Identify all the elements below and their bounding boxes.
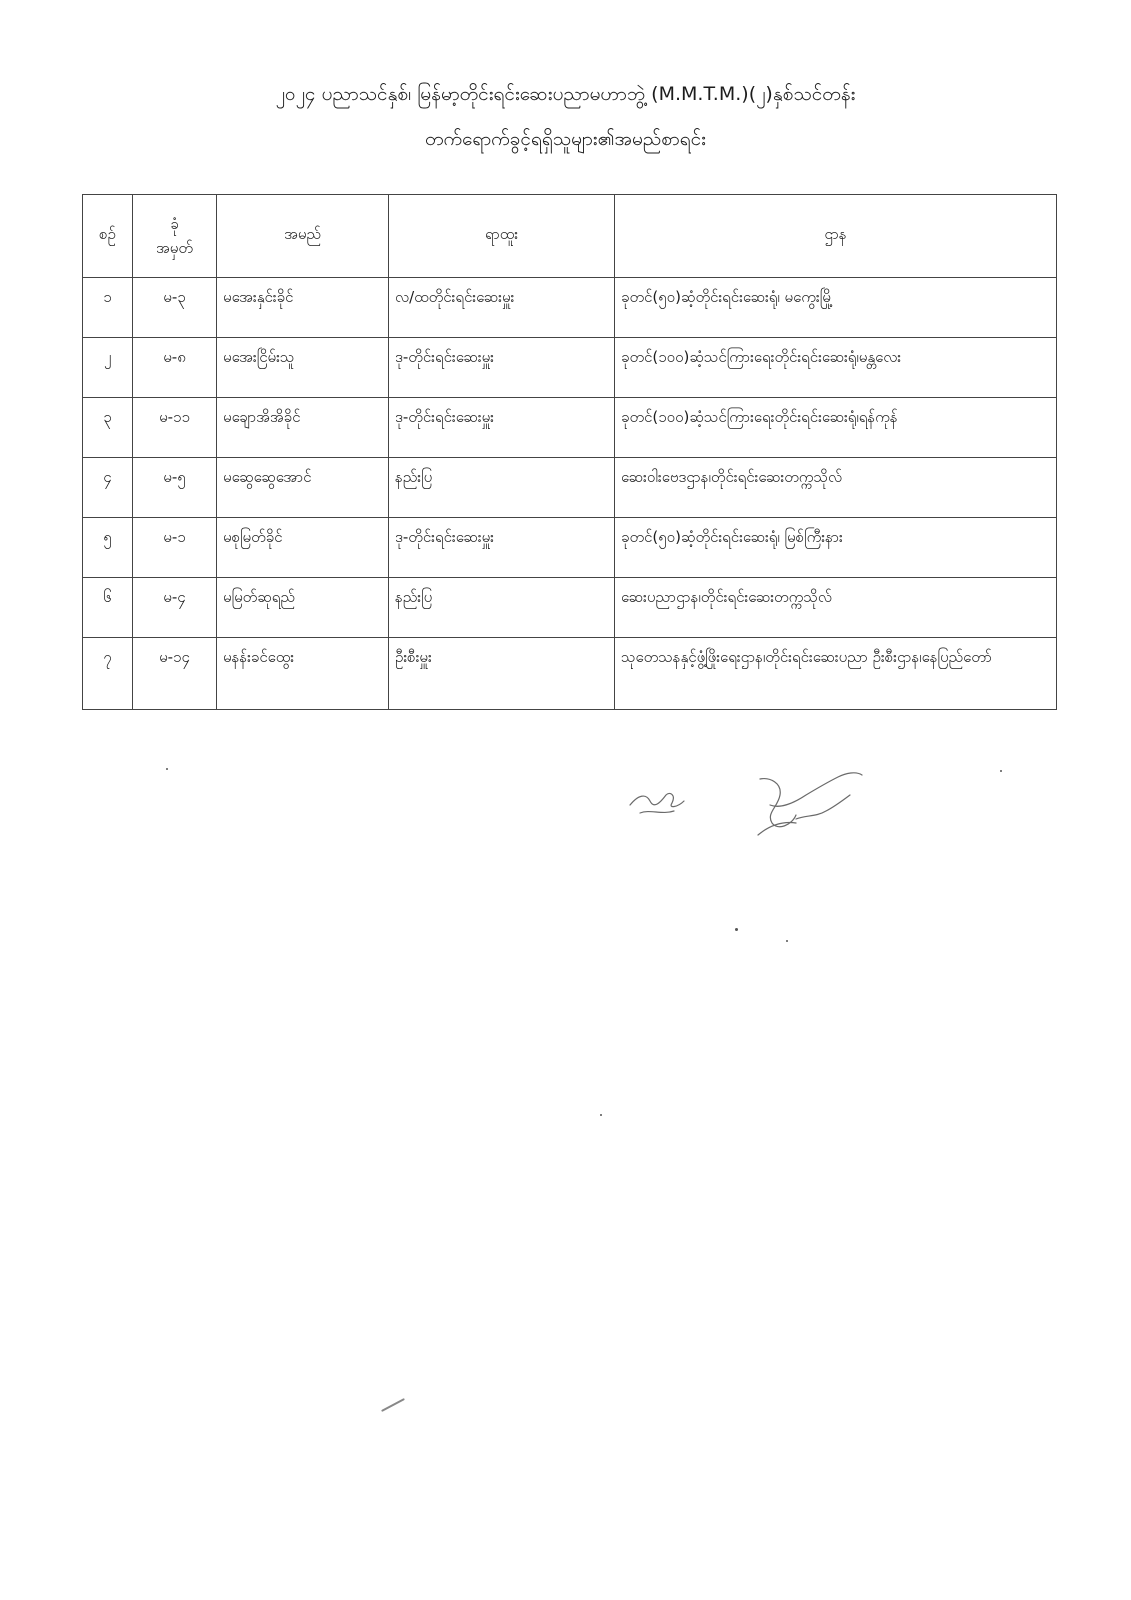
cell-no: ၃ — [83, 398, 133, 458]
document-subtitle: တက်ရောက်ခွင့်ရရှိသူများ၏အမည်စာရင်း — [425, 128, 706, 150]
cell-name: မမြတ်ဆုရည် — [217, 578, 389, 638]
cell-roll: မ-၁ — [133, 518, 217, 578]
col-header-dept: ဌာန — [615, 195, 1057, 278]
table-row — [83, 578, 1057, 638]
scan-speck — [166, 768, 168, 770]
cell-roll: မ-၁၄ — [133, 638, 217, 710]
scan-speck — [1000, 770, 1002, 772]
cell-roll: မ-၄ — [133, 578, 217, 638]
scan-speck — [381, 1398, 405, 1412]
handwritten-signature-icon — [620, 765, 890, 845]
col-header-roll-line2: အမှတ် — [156, 239, 193, 257]
cell-name: မဆွေဆွေအောင် — [217, 458, 389, 518]
col-header-no: စဉ် — [83, 195, 133, 278]
cell-no: ၅ — [83, 518, 133, 578]
table-header-row — [83, 195, 1057, 278]
cell-rank: နည်းပြ — [389, 458, 615, 518]
roster-table — [82, 194, 1057, 710]
table-row — [83, 398, 1057, 458]
cell-no: ၂ — [83, 338, 133, 398]
cell-roll: မ-၈ — [133, 338, 217, 398]
col-header-roll — [133, 195, 217, 278]
cell-name: မနန်းခင်ထွေး — [217, 638, 389, 710]
cell-no: ၁ — [83, 278, 133, 338]
cell-roll: မ-၅ — [133, 458, 217, 518]
scan-speck — [600, 1114, 602, 1116]
cell-rank: လ/ထတိုင်းရင်းဆေးမှူး — [389, 278, 615, 338]
cell-dept: သုတေသနနှင့်ဖွံ့ဖြိုးရေးဌာန၊တိုင်းရင်းဆေးပညာ ဦးစီးဌာန၊နေပြည်တော် — [615, 638, 1057, 710]
cell-rank: နည်းပြ — [389, 578, 615, 638]
table-row — [83, 638, 1057, 710]
col-header-roll-line1: ခုံ — [170, 215, 179, 233]
cell-dept: ခုတင်(၁၀၀)ဆံ့သင်ကြားရေးတိုင်းရင်းဆေးရုံ၊ရန်ကုန် — [615, 398, 1057, 458]
cell-roll: မ-၃ — [133, 278, 217, 338]
cell-dept: ခုတင်(၅၀)ဆံ့တိုင်းရင်းဆေးရုံ၊ မကွေးမြို့ — [615, 278, 1057, 338]
col-header-name: အမည် — [217, 195, 389, 278]
cell-name: မချောအိအိခိုင် — [217, 398, 389, 458]
table-row — [83, 338, 1057, 398]
table-row — [83, 458, 1057, 518]
scan-speck — [786, 940, 788, 942]
cell-dept: ဆေးပညာဌာန၊တိုင်းရင်းဆေးတက္ကသိုလ် — [615, 578, 1057, 638]
table-row — [83, 278, 1057, 338]
cell-rank: ဦးစီးမှူး — [389, 638, 615, 710]
cell-rank: ဒု-တိုင်းရင်းဆေးမှူး — [389, 338, 615, 398]
cell-dept: ခုတင်(၁၀၀)ဆံ့သင်ကြားရေးတိုင်းရင်းဆေးရုံ၊မန္တလေး — [615, 338, 1057, 398]
document-title: ၂၀၂၄ ပညာသင်နှစ်၊ မြန်မာ့တိုင်းရင်းဆေးပညာမဟာဘွဲ့ (M.M.T.M.)(၂)နှစ်သင်တန်း — [275, 83, 856, 105]
col-header-rank: ရာထူး — [389, 195, 615, 278]
cell-dept: ဆေးဝါးဗေဒဌာန၊တိုင်းရင်းဆေးတက္ကသိုလ် — [615, 458, 1057, 518]
cell-name: မအေးငြိမ်းသူ — [217, 338, 389, 398]
cell-name: မစုမြတ်ခိုင် — [217, 518, 389, 578]
table-row — [83, 518, 1057, 578]
cell-rank: ဒု-တိုင်းရင်းဆေးမှူး — [389, 518, 615, 578]
scan-speck — [735, 928, 738, 931]
cell-name: မအေးနှင်းခိုင် — [217, 278, 389, 338]
cell-rank: ဒု-တိုင်းရင်းဆေးမှူး — [389, 398, 615, 458]
cell-no: ၄ — [83, 458, 133, 518]
cell-no: ၆ — [83, 578, 133, 638]
cell-dept: ခုတင်(၅၀)ဆံ့တိုင်းရင်းဆေးရုံ၊ မြစ်ကြီးနား — [615, 518, 1057, 578]
cell-roll: မ-၁၁ — [133, 398, 217, 458]
cell-no: ၇ — [83, 638, 133, 710]
